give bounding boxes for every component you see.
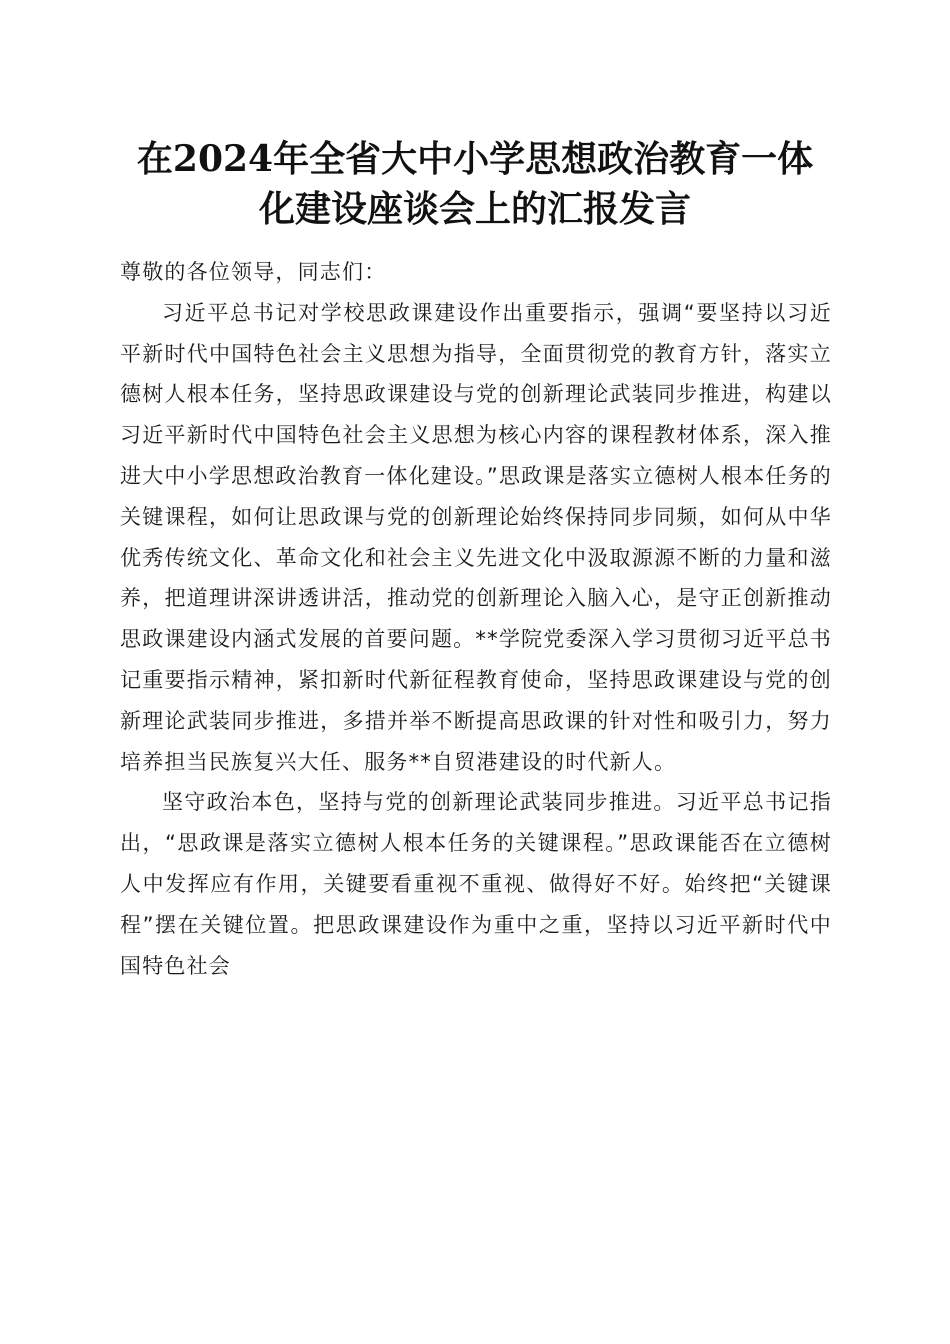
- document-title: 在2024年全省大中小学思想政治教育一体化建设座谈会上的汇报发言: [136, 138, 814, 230]
- paragraph-2: 坚守政治本色，坚持与党的创新理论武装同步推进。习近平总书记指出，“思政课是落实立德树人根本任务的关键课程。”思政课能否在立德树人中发挥应有作用，关键要看重视不重视、做得好不好。始终把“关键课程”摆在关键位置。把思政课建设作为重中之重，坚持以习近平新时代中国特色社会: [120, 790, 832, 978]
- greeting: 尊敬的各位领导，同志们：: [120, 260, 387, 284]
- document-body: [120, 252, 832, 986]
- paragraph-1: 习近平总书记对学校思政课建设作出重要指示，强调“要坚持以习近平新时代中国特色社会主义思想为指导，全面贯彻党的教育方针，落实立德树人根本任务，坚持思政课建设与党的创新理论武装同步推进，构建以习近平新时代中国特色社会主义思想为核心内容的课程教材体系，深入推进大中小学思想政治教育一体化建设。”思政课是落实立德树人根本任务的关键课程，如何让思政课与党的创新理论始终保持同步同频，如何从中华优秀传统文化、革命文化和社会主义先进文化中汲取源源不断的力量和滋养，把道理讲深讲透讲活，推动党的创新理论入脑入心，是守正创新推动思政课建设内涵式发展的首要问题。**学院党委深入学习贯彻习近平总书记重要指示精神，紧扣新时代新征程教育使命，坚持思政课建设与党的创新理论武装同步推进，多措并举不断提高思政课的针对性和吸引力，努力培养担当民族复兴大任、服务**自贸港建设的时代新人。: [120, 300, 832, 774]
